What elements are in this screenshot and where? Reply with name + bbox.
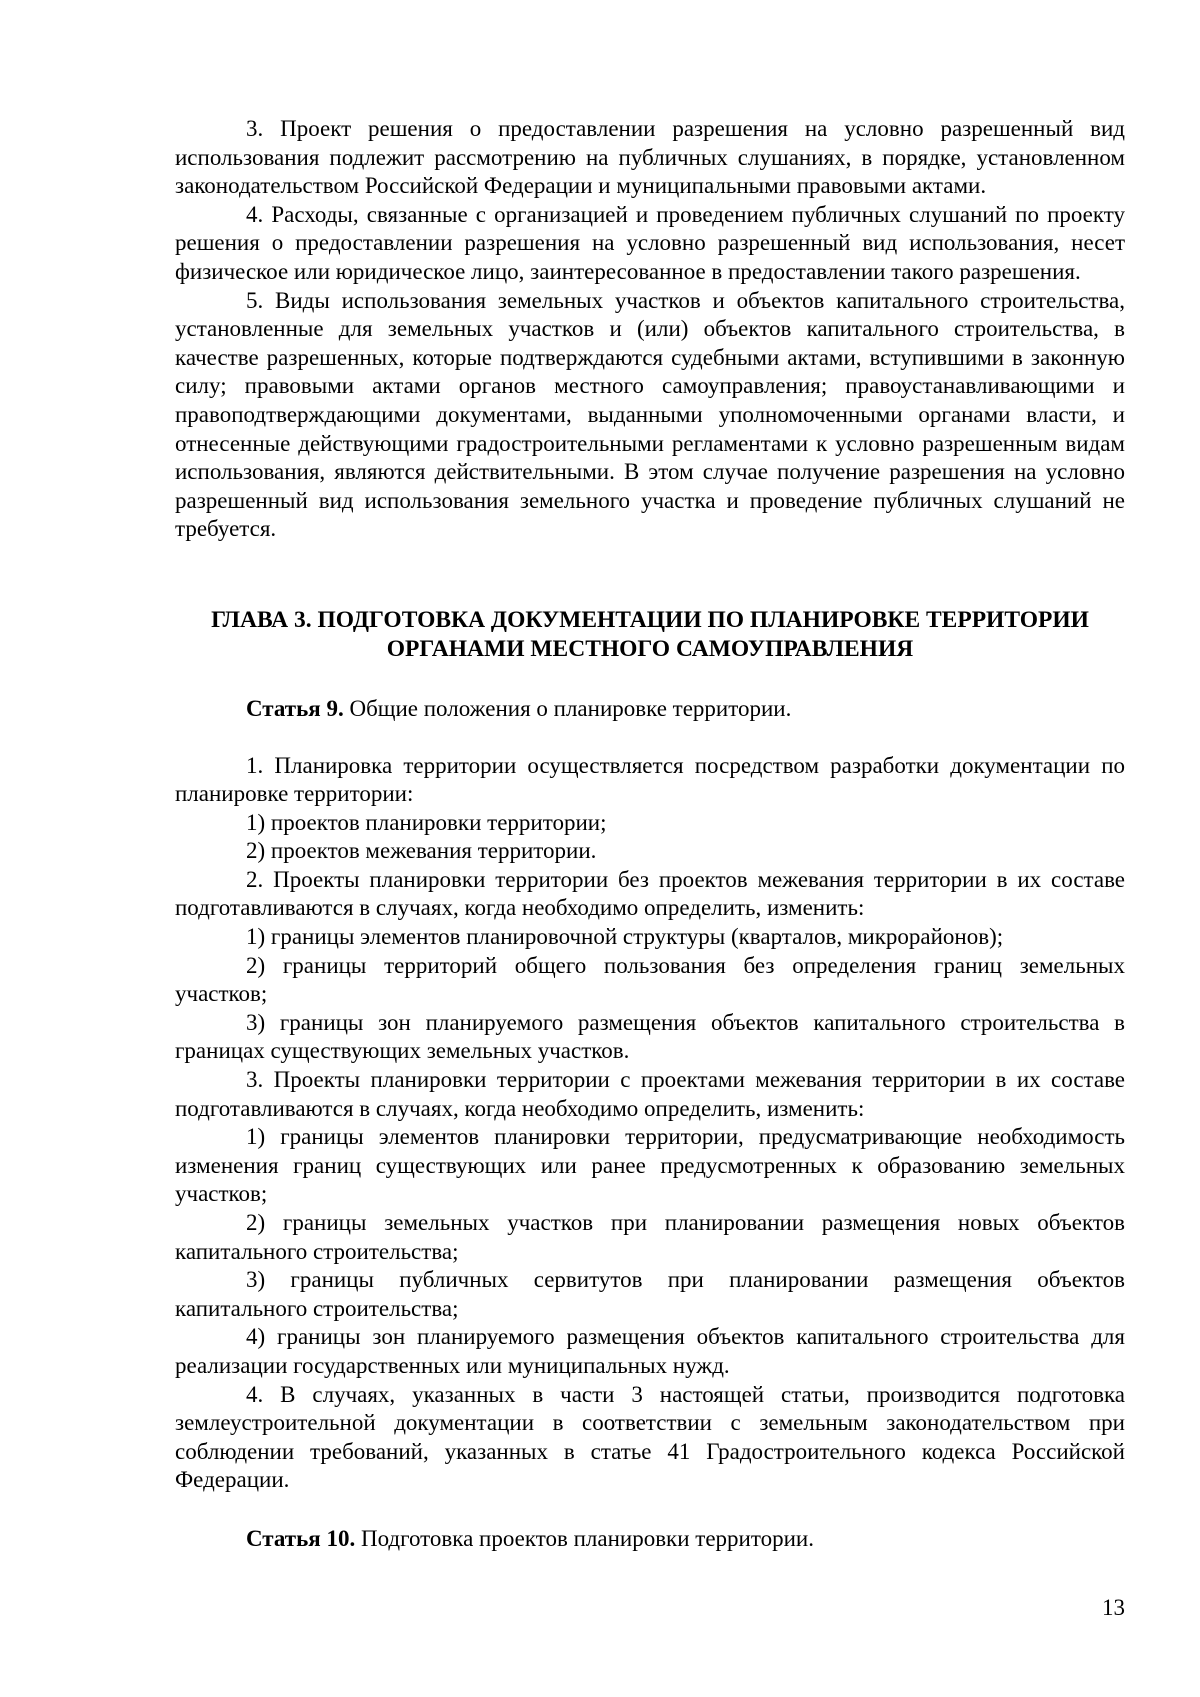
page-body — [175, 115, 1125, 1554]
article-9-paragraph: 1) проектов планировки территории; — [246, 809, 607, 835]
article-9-heading — [175, 695, 1125, 724]
paragraph-5: 5. Виды использования земельных участков и объектов капитального строительства, установленные для земельных участков и (или) объектов капитального строительства, в качестве разрешенных, которые подтверждаются судебными актами, вступившими в законную силу; правовыми актами органов местного самоуправления; правоустанавливающими и правоподтверждающими документами, выданными уполномоченными органами власти, и отнесенные действующими градостроительными регламентами к условно разрешенным видам использования, являются действительными. В этом случае получение разрешения на условно разрешенный вид использования земельного участка и проведение публичных слушаний не требуется. — [175, 287, 1125, 542]
article-10-title: Подготовка проектов планировки территории. — [355, 1525, 814, 1551]
paragraph-3: 3. Проект решения о предоставлении разрешения на условно разрешенный вид использования подлежит рассмотрению на публичных слушаниях, в порядке, установленном законодательством Российской Федерации и муниципальными правовыми актами. — [175, 116, 1125, 199]
article-9-paragraph: 3) границы публичных сервитутов при планировании размещения объектов капитального строительства; — [175, 1267, 1125, 1321]
page-number: 13 — [1102, 1595, 1125, 1620]
article-9-label: Статья 9. — [246, 695, 344, 721]
article-9-paragraph: 2. Проекты планировки территории без проектов межевания территории в их составе подготавливаются в случаях, когда необходимо определить, изменить: — [175, 866, 1125, 921]
article-9-paragraph: 1) границы элементов планировки территории, предусматривающие необходимость изменения границ существующих или ранее предусмотренных к образованию земельных участков; — [175, 1124, 1125, 1207]
chapter-heading-line-1: ГЛАВА 3. ПОДГОТОВКА ДОКУМЕНТАЦИИ ПО ПЛАНИРОВКЕ ТЕРРИТОРИИ — [211, 606, 1089, 633]
article-9-title: Общие положения о планировке территории. — [343, 695, 792, 721]
article-10-label: Статья 10. — [246, 1525, 356, 1551]
article-9-paragraph: 2) границы территорий общего пользования без определения границ земельных участков; — [175, 952, 1125, 1007]
article-9-paragraph: 3) границы зон планируемого размещения объектов капитального строительства в границах существующих земельных участков. — [175, 1009, 1125, 1064]
article-10-heading — [175, 1525, 1125, 1554]
article-9-paragraph: 4) границы зон планируемого размещения объектов капитального строительства для реализации государственных или муниципальных нужд. — [175, 1324, 1125, 1378]
article-9-paragraph: 4. В случаях, указанных в части 3 настоящей статьи, производится подготовка землеустроительной документации в соответствии с земельным законодательством при соблюдении требований, указанных в статье 41 Градостроительного кодекса Российской Федерации. — [175, 1381, 1125, 1493]
article-9-paragraph: 1. Планировка территории осуществляется посредством разработки документации по планировке территории: — [175, 752, 1125, 807]
chapter-heading — [175, 606, 1125, 664]
article-9-paragraph: 2) границы земельных участков при планировании размещения новых объектов капитального строительства; — [175, 1210, 1125, 1264]
chapter-heading-line-2: ОРГАНАМИ МЕСТНОГО САМОУПРАВЛЕНИЯ — [386, 635, 914, 662]
article-9-body — [175, 752, 1125, 1495]
paragraph-4: 4. Расходы, связанные с организацией и проведением публичных слушаний по проекту решения о предоставлении разрешения на условно разрешенный вид использования, несет физическое или юридическое лицо, заинтересованное в предоставлении такого разрешения. — [175, 201, 1125, 284]
article-9-paragraph: 1) границы элементов планировочной структуры (кварталов, микрорайонов); — [246, 924, 1004, 950]
article-9-paragraph: 3. Проекты планировки территории с проектами межевания территории в их составе подготавливаются в случаях, когда необходимо определить, изменить: — [175, 1067, 1125, 1121]
article-9-paragraph: 2) проектов межевания территории. — [246, 838, 597, 864]
